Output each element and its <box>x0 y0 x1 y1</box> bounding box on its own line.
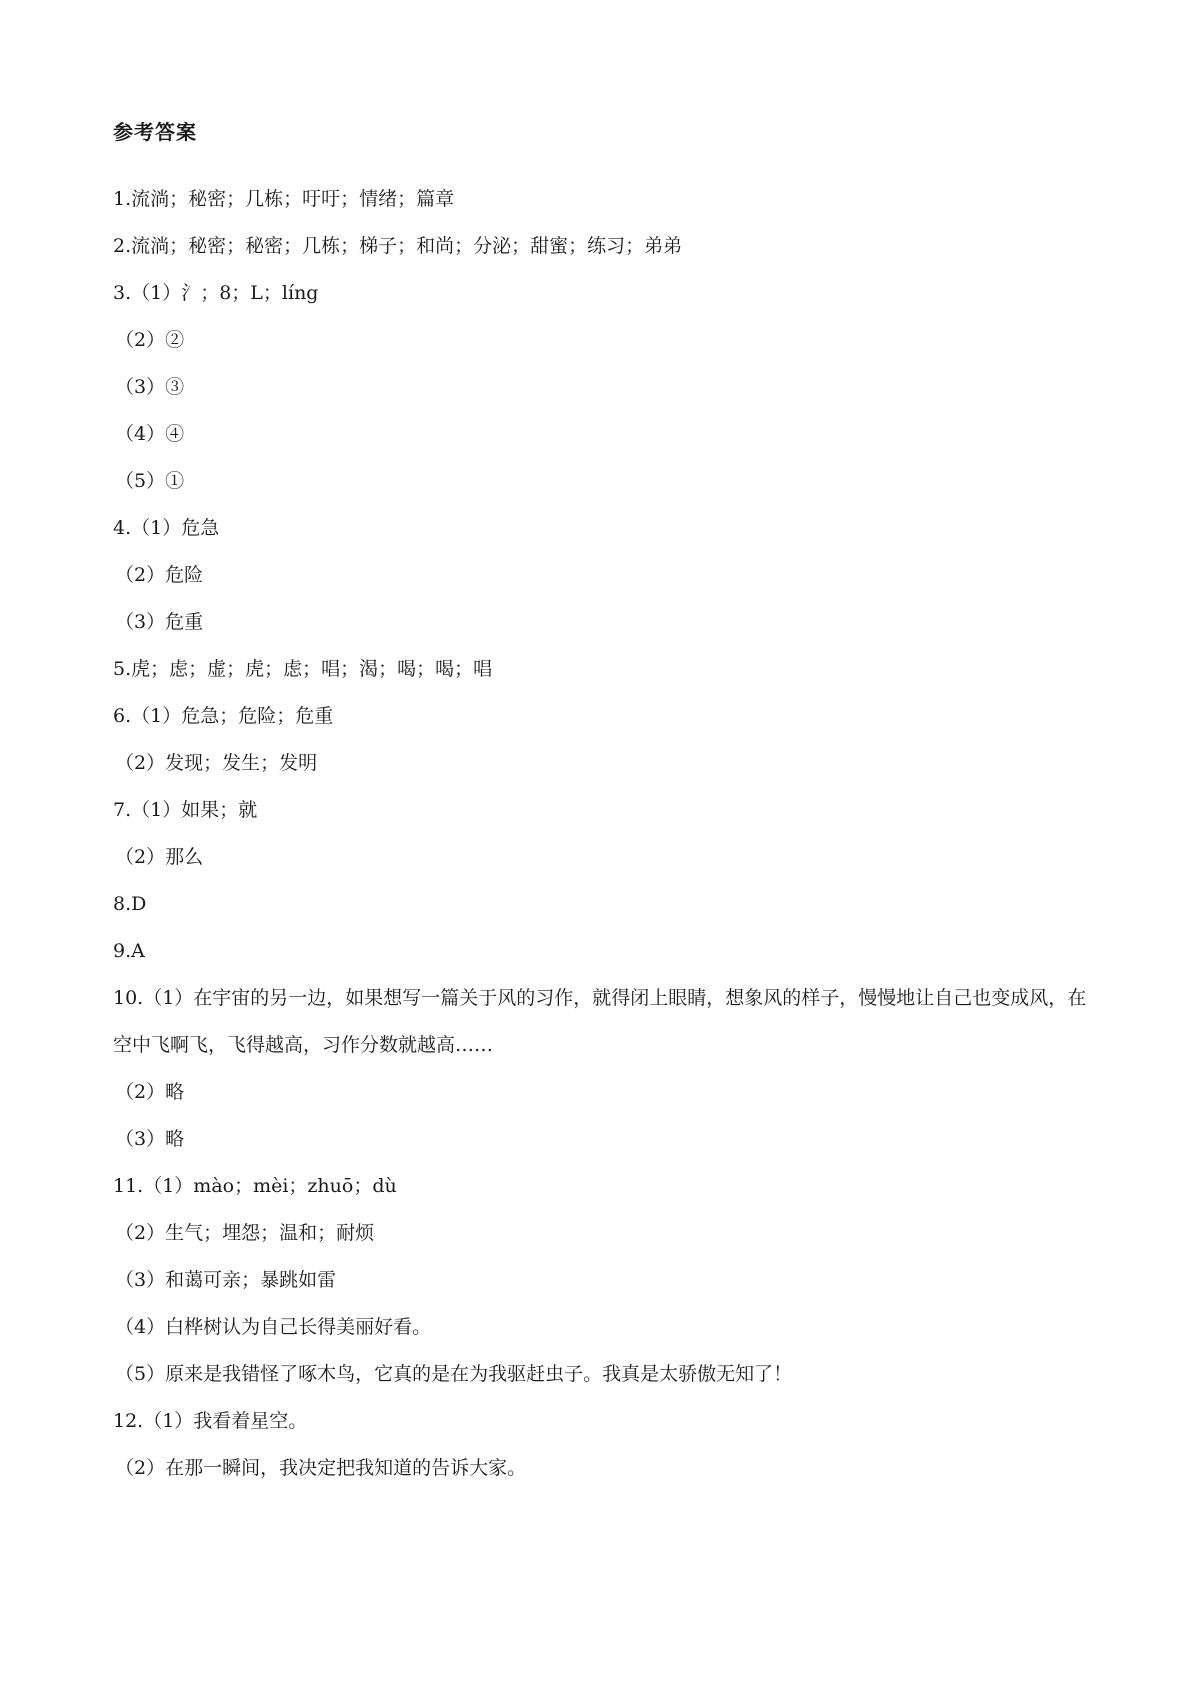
answer-line: 5.虎；虑；虚；虎；虑；唱；渴；喝；喝；唱 <box>113 658 493 680</box>
answer-line: （4）④ <box>115 423 185 445</box>
answer-line: （2）那么 <box>115 846 204 868</box>
answer-line: 11.（1）mào；mèi；zhuō；dù <box>113 1175 397 1197</box>
answer-line: （3）危重 <box>115 611 204 633</box>
answer-line: 6.（1）危急；危险；危重 <box>113 705 334 727</box>
answer-line: （4）白桦树认为自己长得美丽好看。 <box>115 1316 432 1338</box>
answer-line: （5）原来是我错怪了啄木鸟，它真的是在为我驱赶虫子。我真是太骄傲无知了！ <box>115 1363 793 1385</box>
answer-line: 7.（1）如果；就 <box>113 799 258 821</box>
answer-line: 2.流淌；秘密；秘密；几栋；梯子；和尚；分泌；甜蜜；练习；弟弟 <box>113 235 683 257</box>
answer-line: 4.（1）危急 <box>113 517 220 539</box>
answer-line: 8.D <box>113 893 147 915</box>
answer-line: （3）③ <box>115 376 185 398</box>
answer-line: （2）② <box>115 329 185 351</box>
page-title: 参考答案 <box>113 120 197 144</box>
answer-content <box>113 118 1093 1492</box>
answer-line: （2）发现；发生；发明 <box>115 752 318 774</box>
answer-paragraph: 10.（1）在宇宙的另一边，如果想写一篇关于风的习作，就得闭上眼睛，想象风的样子，慢慢地让自己也变成风，在空中飞啊飞，飞得越高，习作分数就越高…… <box>113 987 1087 1056</box>
answer-line: 9.A <box>113 940 145 962</box>
answer-line: （2）略 <box>115 1081 185 1103</box>
answer-line: （2）生气；埋怨；温和；耐烦 <box>115 1222 375 1244</box>
answer-line: 3.（1）氵；8；L；líng <box>113 282 319 304</box>
answer-line: （5）① <box>115 470 185 492</box>
answer-line: （2）在那一瞬间，我决定把我知道的告诉大家。 <box>115 1457 527 1479</box>
answer-line: 12.（1）我看着星空。 <box>113 1410 308 1432</box>
answer-line: （3）和蔼可亲；暴跳如雷 <box>115 1269 337 1291</box>
answer-line: 1.流淌；秘密；几栋；吁吁；情绪；篇章 <box>113 188 455 210</box>
answer-line: （2）危险 <box>115 564 204 586</box>
answer-line: （3）略 <box>115 1128 185 1150</box>
